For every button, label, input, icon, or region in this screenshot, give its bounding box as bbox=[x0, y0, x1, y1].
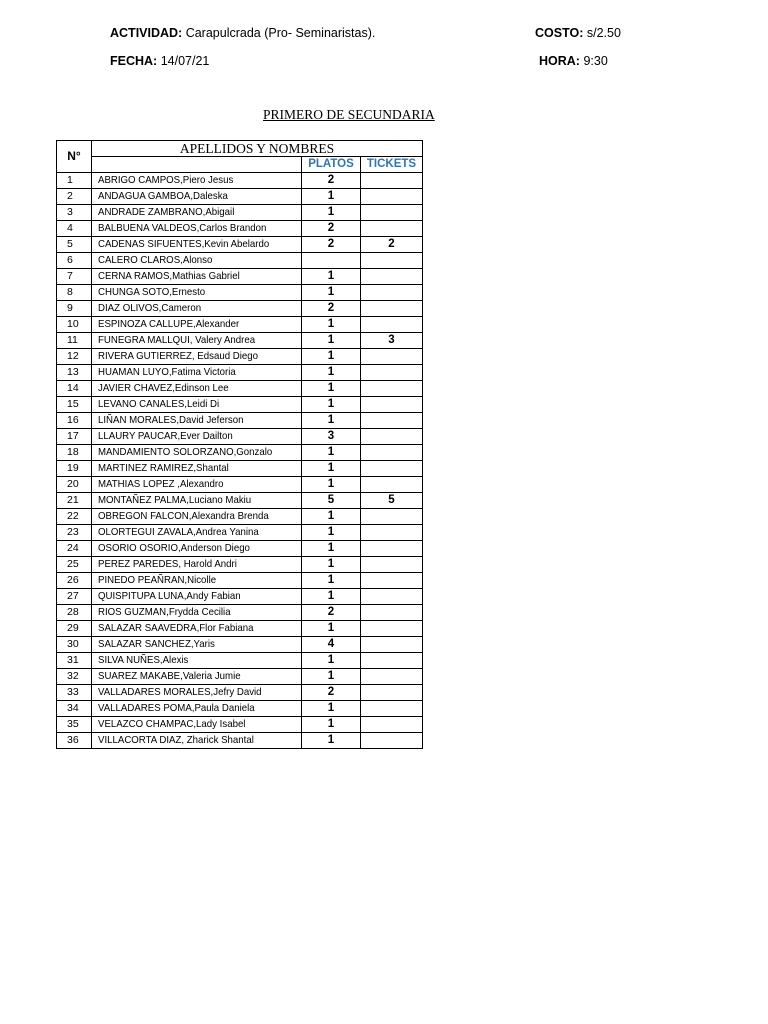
student-name-text: RIVERA GUTIERREZ, Edsaud Diego bbox=[98, 350, 258, 362]
row-number: 34 bbox=[57, 701, 92, 717]
costo-line bbox=[535, 26, 621, 40]
table-row bbox=[57, 253, 423, 269]
student-name-text: QUISPITUPA LUNA,Andy Fabian bbox=[98, 590, 241, 602]
student-name-text: VILLACORTA DIAZ, Zharick Shantal bbox=[98, 734, 254, 746]
table-row bbox=[57, 237, 423, 253]
tickets-value bbox=[361, 653, 423, 669]
student-name-text: SILVA NUÑES,Alexis bbox=[98, 654, 189, 666]
student-name-text: RIOS GUZMAN,Frydda Cecilia bbox=[98, 606, 231, 618]
student-name bbox=[92, 637, 302, 653]
platos-value: 1 bbox=[302, 333, 361, 349]
platos-value: 2 bbox=[302, 301, 361, 317]
row-number: 21 bbox=[57, 493, 92, 509]
tickets-value bbox=[361, 269, 423, 285]
tickets-value bbox=[361, 541, 423, 557]
student-name-text: ANDRADE ZAMBRANO,Abigail bbox=[98, 206, 235, 218]
student-name bbox=[92, 285, 302, 301]
student-name bbox=[92, 269, 302, 285]
student-name-text: CADENAS SIFUENTES,Kevin Abelardo bbox=[98, 238, 270, 250]
row-number: 28 bbox=[57, 605, 92, 621]
row-number: 13 bbox=[57, 365, 92, 381]
tickets-value bbox=[361, 605, 423, 621]
platos-value: 1 bbox=[302, 461, 361, 477]
student-name-text: SALAZAR SANCHEZ,Yaris bbox=[98, 638, 215, 650]
tickets-value bbox=[361, 301, 423, 317]
costo-value: s/2.50 bbox=[586, 26, 621, 40]
table-row bbox=[57, 637, 423, 653]
student-name-text: VALLADARES MORALES,Jefry David bbox=[98, 686, 262, 698]
student-name bbox=[92, 557, 302, 573]
table-row bbox=[57, 541, 423, 557]
platos-value: 2 bbox=[302, 173, 361, 189]
tickets-value bbox=[361, 189, 423, 205]
tickets-value bbox=[361, 525, 423, 541]
student-name bbox=[92, 189, 302, 205]
actividad-line bbox=[110, 26, 375, 40]
fecha-value: 14/07/21 bbox=[160, 54, 210, 68]
row-number: 16 bbox=[57, 413, 92, 429]
actividad-value: Carapulcrada (Pro- Seminaristas). bbox=[185, 26, 376, 40]
student-name-text: OBREGON FALCON,Alexandra Brenda bbox=[98, 510, 269, 522]
tickets-value bbox=[361, 429, 423, 445]
student-name bbox=[92, 525, 302, 541]
student-name-text: ABRIGO CAMPOS,Piero Jesus bbox=[98, 174, 234, 186]
row-number: 25 bbox=[57, 557, 92, 573]
table-row bbox=[57, 477, 423, 493]
platos-value: 1 bbox=[302, 413, 361, 429]
student-name-text: OSORIO OSORIO,Anderson Diego bbox=[98, 542, 250, 554]
table-row bbox=[57, 269, 423, 285]
student-name-text: MONTAÑEZ PALMA,Luciano Makiu bbox=[98, 494, 252, 506]
row-number: 7 bbox=[57, 269, 92, 285]
platos-value: 3 bbox=[302, 429, 361, 445]
platos-value: 1 bbox=[302, 269, 361, 285]
subheader-row bbox=[57, 157, 423, 173]
table-row bbox=[57, 365, 423, 381]
student-name-text: JAVIER CHAVEZ,Edinson Lee bbox=[98, 382, 229, 394]
table-row bbox=[57, 573, 423, 589]
table-row bbox=[57, 701, 423, 717]
tickets-value bbox=[361, 733, 423, 749]
table-row bbox=[57, 397, 423, 413]
tickets-value bbox=[361, 221, 423, 237]
fecha-line bbox=[110, 54, 209, 68]
student-name bbox=[92, 461, 302, 477]
student-name-text: SALAZAR SAAVEDRA,Flor Fabiana bbox=[98, 622, 254, 634]
row-number: 29 bbox=[57, 621, 92, 637]
student-name-text: VALLADARES POMA,Paula Daniela bbox=[98, 702, 255, 714]
roster-table bbox=[56, 140, 423, 749]
tickets-value bbox=[361, 637, 423, 653]
header-row bbox=[57, 141, 423, 157]
platos-value: 1 bbox=[302, 205, 361, 221]
student-name bbox=[92, 173, 302, 189]
tickets-value: 3 bbox=[361, 333, 423, 349]
platos-value: 2 bbox=[302, 605, 361, 621]
student-name bbox=[92, 253, 302, 269]
row-number: 32 bbox=[57, 669, 92, 685]
tickets-value bbox=[361, 509, 423, 525]
tickets-value bbox=[361, 669, 423, 685]
student-name bbox=[92, 445, 302, 461]
platos-value: 1 bbox=[302, 365, 361, 381]
table-row bbox=[57, 413, 423, 429]
fecha-label: FECHA: bbox=[110, 54, 158, 68]
platos-header: PLATOS bbox=[302, 157, 361, 173]
platos-value: 1 bbox=[302, 733, 361, 749]
platos-value: 1 bbox=[302, 477, 361, 493]
student-name-text: LEVANO CANALES,Leidi Di bbox=[98, 398, 220, 410]
platos-value: 1 bbox=[302, 285, 361, 301]
table-row bbox=[57, 509, 423, 525]
platos-value: 1 bbox=[302, 653, 361, 669]
platos-value: 1 bbox=[302, 349, 361, 365]
platos-value: 1 bbox=[302, 509, 361, 525]
row-number: 2 bbox=[57, 189, 92, 205]
table-row bbox=[57, 349, 423, 365]
student-name bbox=[92, 621, 302, 637]
platos-value: 2 bbox=[302, 221, 361, 237]
tickets-value bbox=[361, 253, 423, 269]
student-name bbox=[92, 333, 302, 349]
row-number: 19 bbox=[57, 461, 92, 477]
table-row bbox=[57, 285, 423, 301]
platos-value bbox=[302, 253, 361, 269]
actividad-label: ACTIVIDAD: bbox=[110, 26, 183, 40]
hora-line bbox=[539, 54, 608, 68]
platos-value: 1 bbox=[302, 541, 361, 557]
platos-value: 1 bbox=[302, 573, 361, 589]
tickets-value bbox=[361, 589, 423, 605]
student-name bbox=[92, 653, 302, 669]
student-name-text: MARTINEZ RAMIREZ,Shantal bbox=[98, 462, 229, 474]
student-name-text: VELAZCO CHAMPAC,Lady Isabel bbox=[98, 718, 246, 730]
student-name bbox=[92, 413, 302, 429]
row-number: 6 bbox=[57, 253, 92, 269]
table-row bbox=[57, 173, 423, 189]
platos-value: 1 bbox=[302, 397, 361, 413]
row-number: 1 bbox=[57, 173, 92, 189]
student-name bbox=[92, 573, 302, 589]
name-header: APELLIDOS Y NOMBRES bbox=[92, 141, 423, 157]
tickets-value: 2 bbox=[361, 237, 423, 253]
student-name bbox=[92, 509, 302, 525]
platos-value: 1 bbox=[302, 621, 361, 637]
student-name-text: LIÑAN MORALES,David Jeferson bbox=[98, 414, 244, 426]
tickets-value bbox=[361, 285, 423, 301]
table-row bbox=[57, 589, 423, 605]
table-row bbox=[57, 525, 423, 541]
student-name bbox=[92, 541, 302, 557]
student-name bbox=[92, 381, 302, 397]
student-name bbox=[92, 733, 302, 749]
row-number: 22 bbox=[57, 509, 92, 525]
row-number: 14 bbox=[57, 381, 92, 397]
tickets-value bbox=[361, 685, 423, 701]
row-number: 20 bbox=[57, 477, 92, 493]
tickets-value bbox=[361, 717, 423, 733]
tickets-value bbox=[361, 461, 423, 477]
student-name-text: CHUNGA SOTO,Ernesto bbox=[98, 286, 206, 298]
num-header: N° bbox=[57, 141, 92, 173]
row-number: 12 bbox=[57, 349, 92, 365]
student-name-text: PINEDO PEAÑRAN,Nicolle bbox=[98, 574, 217, 586]
student-name bbox=[92, 589, 302, 605]
student-name-text: ESPINOZA CALLUPE,Alexander bbox=[98, 318, 240, 330]
student-name-text: MANDAMIENTO SOLORZANO,Gonzalo bbox=[98, 446, 273, 458]
student-name-text: CALERO CLAROS,Alonso bbox=[98, 254, 213, 266]
student-name-text: CERNA RAMOS,Mathias Gabriel bbox=[98, 270, 240, 282]
row-number: 30 bbox=[57, 637, 92, 653]
student-name-text: HUAMAN LUYO,Fatima Victoria bbox=[98, 366, 236, 378]
row-number: 31 bbox=[57, 653, 92, 669]
table-row bbox=[57, 205, 423, 221]
platos-value: 1 bbox=[302, 317, 361, 333]
row-number: 18 bbox=[57, 445, 92, 461]
table-row bbox=[57, 221, 423, 237]
sheet-title: PRIMERO DE SECUNDARIA bbox=[263, 107, 435, 122]
tickets-value bbox=[361, 477, 423, 493]
row-number: 8 bbox=[57, 285, 92, 301]
hora-label: HORA: bbox=[539, 54, 580, 68]
tickets-header: TICKETS bbox=[361, 157, 423, 173]
tickets-value bbox=[361, 701, 423, 717]
table-row bbox=[57, 461, 423, 477]
tickets-value bbox=[361, 413, 423, 429]
table-row bbox=[57, 605, 423, 621]
row-number: 26 bbox=[57, 573, 92, 589]
platos-value: 1 bbox=[302, 525, 361, 541]
student-name bbox=[92, 365, 302, 381]
student-name-text: BALBUENA VALDEOS,Carlos Brandon bbox=[98, 222, 267, 234]
student-name-text: DIAZ OLIVOS,Cameron bbox=[98, 302, 202, 314]
table-row bbox=[57, 189, 423, 205]
student-name bbox=[92, 717, 302, 733]
platos-value: 5 bbox=[302, 493, 361, 509]
student-name bbox=[92, 397, 302, 413]
row-number: 4 bbox=[57, 221, 92, 237]
platos-value: 1 bbox=[302, 189, 361, 205]
student-name bbox=[92, 317, 302, 333]
costo-label: COSTO: bbox=[535, 26, 584, 40]
row-number: 36 bbox=[57, 733, 92, 749]
student-name-text: OLORTEGUI ZAVALA,Andrea Yanina bbox=[98, 526, 259, 538]
platos-value: 2 bbox=[302, 237, 361, 253]
table-row bbox=[57, 301, 423, 317]
tickets-value bbox=[361, 173, 423, 189]
row-number: 35 bbox=[57, 717, 92, 733]
table-row bbox=[57, 733, 423, 749]
table-row bbox=[57, 557, 423, 573]
platos-value: 1 bbox=[302, 669, 361, 685]
table-row bbox=[57, 493, 423, 509]
tickets-value bbox=[361, 573, 423, 589]
student-name bbox=[92, 685, 302, 701]
table-row bbox=[57, 381, 423, 397]
platos-value: 1 bbox=[302, 701, 361, 717]
platos-value: 1 bbox=[302, 717, 361, 733]
platos-value: 4 bbox=[302, 637, 361, 653]
student-name-text: FUNEGRA MALLQUI, Valery Andrea bbox=[98, 334, 256, 346]
student-name bbox=[92, 669, 302, 685]
student-name bbox=[92, 301, 302, 317]
table-row bbox=[57, 717, 423, 733]
tickets-value bbox=[361, 557, 423, 573]
student-name-text: SUAREZ MAKABE,Valeria Jumie bbox=[98, 670, 241, 682]
table-row bbox=[57, 429, 423, 445]
platos-value: 1 bbox=[302, 381, 361, 397]
student-name bbox=[92, 205, 302, 221]
table-row bbox=[57, 669, 423, 685]
table-row bbox=[57, 621, 423, 637]
tickets-value bbox=[361, 205, 423, 221]
student-name bbox=[92, 221, 302, 237]
row-number: 24 bbox=[57, 541, 92, 557]
platos-value: 1 bbox=[302, 589, 361, 605]
platos-value: 2 bbox=[302, 685, 361, 701]
student-name-text: LLAURY PAUCAR,Ever Dailton bbox=[98, 430, 233, 442]
student-name bbox=[92, 605, 302, 621]
platos-value: 1 bbox=[302, 445, 361, 461]
student-name bbox=[92, 477, 302, 493]
student-name bbox=[92, 701, 302, 717]
student-name bbox=[92, 429, 302, 445]
student-name bbox=[92, 237, 302, 253]
tickets-value bbox=[361, 621, 423, 637]
row-number: 10 bbox=[57, 317, 92, 333]
platos-value: 1 bbox=[302, 557, 361, 573]
student-name bbox=[92, 493, 302, 509]
table-row bbox=[57, 333, 423, 349]
tickets-value: 5 bbox=[361, 493, 423, 509]
row-number: 27 bbox=[57, 589, 92, 605]
row-number: 23 bbox=[57, 525, 92, 541]
row-number: 5 bbox=[57, 237, 92, 253]
name-subheader-blank bbox=[92, 157, 302, 173]
table-row bbox=[57, 653, 423, 669]
row-number: 3 bbox=[57, 205, 92, 221]
tickets-value bbox=[361, 317, 423, 333]
row-number: 11 bbox=[57, 333, 92, 349]
tickets-value bbox=[361, 445, 423, 461]
table-row bbox=[57, 685, 423, 701]
table-row bbox=[57, 445, 423, 461]
row-number: 15 bbox=[57, 397, 92, 413]
student-name-text: MATHIAS LOPEZ ,Alexandro bbox=[98, 478, 224, 490]
tickets-value bbox=[361, 397, 423, 413]
row-number: 17 bbox=[57, 429, 92, 445]
student-name-text: PEREZ PAREDES, Harold Andri bbox=[98, 558, 237, 570]
student-name-text: ANDAGUA GAMBOA,Daleska bbox=[98, 190, 228, 202]
row-number: 33 bbox=[57, 685, 92, 701]
student-name bbox=[92, 349, 302, 365]
table-row bbox=[57, 317, 423, 333]
tickets-value bbox=[361, 365, 423, 381]
row-number: 9 bbox=[57, 301, 92, 317]
tickets-value bbox=[361, 349, 423, 365]
hora-value: 9:30 bbox=[583, 54, 608, 68]
tickets-value bbox=[361, 381, 423, 397]
